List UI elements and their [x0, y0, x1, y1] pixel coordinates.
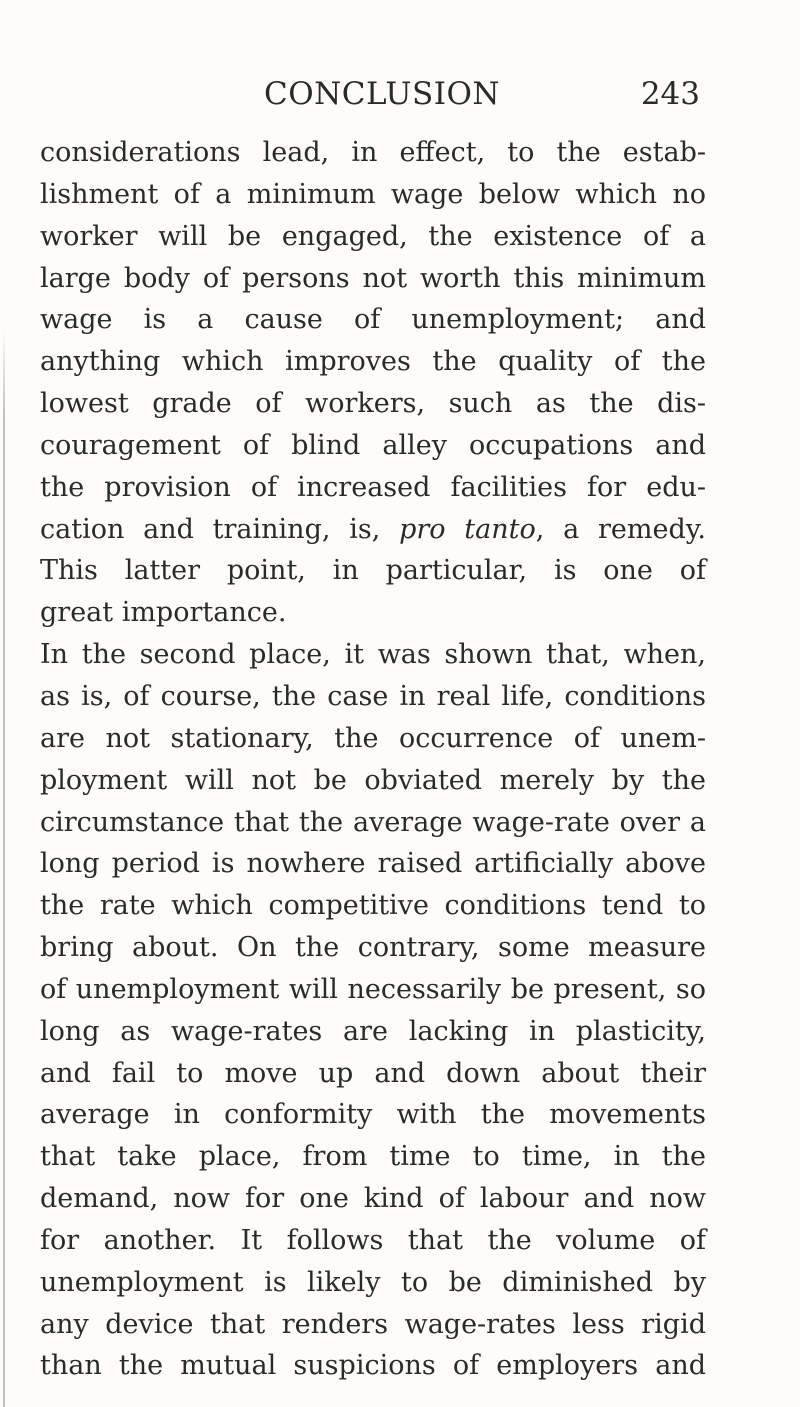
text-line: wage is a cause of unemployment; and — [40, 304, 706, 336]
text-line: any device that renders wage-rates less rigid — [40, 1308, 706, 1340]
page-gutter-shadow — [3, 330, 5, 1407]
paragraph-1 — [40, 132, 706, 634]
text-line: lishment of a minimum wage below which no — [40, 178, 706, 210]
text-line: This latter point, in particular, is one of — [40, 555, 706, 587]
text-line: ployment will not be obviated merely by the — [40, 764, 706, 796]
text-line: and fail to move up and down about their — [40, 1057, 706, 1089]
text-line: long period is nowhere raised artificially above — [40, 848, 706, 880]
text-line: lowest grade of workers, such as the dis- — [40, 388, 706, 420]
running-title: CONCLUSION — [264, 76, 501, 112]
paragraph-2 — [40, 634, 706, 1387]
text-line: of unemployment will necessarily be present, so — [40, 973, 706, 1005]
italic-phrase: pro tanto — [399, 513, 536, 545]
text-segment: cation and training, is, — [40, 513, 400, 545]
text-line: demand, now for one kind of labour and now — [40, 1183, 706, 1215]
body-text — [40, 132, 706, 1387]
text-line: are not stationary, the occurrence of unem- — [40, 722, 706, 754]
text-line: for another. It follows that the volume of — [40, 1224, 706, 1256]
text-line: great importance. — [40, 597, 287, 629]
running-head — [40, 72, 700, 116]
text-line: worker will be engaged, the existence of a — [40, 220, 706, 252]
text-line: large body of persons not worth this minimum — [40, 262, 706, 294]
text-line: long as wage-rates are lacking in plasticity, — [40, 1015, 706, 1047]
text-segment: , a remedy. — [535, 513, 706, 545]
text-line: as is, of course, the case in real life, conditions — [40, 680, 706, 712]
text-line: circumstance that the average wage-rate over a — [40, 806, 706, 838]
text-line: couragement of blind alley occupations and — [40, 429, 706, 461]
text-line: considerations lead, in effect, to the estab- — [40, 137, 706, 168]
text-line: average in conformity with the movements — [40, 1099, 706, 1131]
text-line-with-italic — [40, 509, 706, 551]
text-line: anything which improves the quality of the — [40, 346, 706, 378]
text-line: bring about. On the contrary, some measure — [40, 932, 706, 964]
text-line: unemployment is likely to be diminished by — [40, 1266, 706, 1298]
text-line: In the second place, it was shown that, when, — [40, 639, 706, 671]
text-line: the provision of increased facilities for edu- — [40, 471, 706, 503]
text-line: than the mutual suspicions of employers and — [40, 1350, 706, 1382]
text-line: that take place, from time to time, in the — [40, 1141, 706, 1173]
page-number: 243 — [640, 76, 700, 112]
text-line: the rate which competitive conditions tend to — [40, 890, 706, 922]
